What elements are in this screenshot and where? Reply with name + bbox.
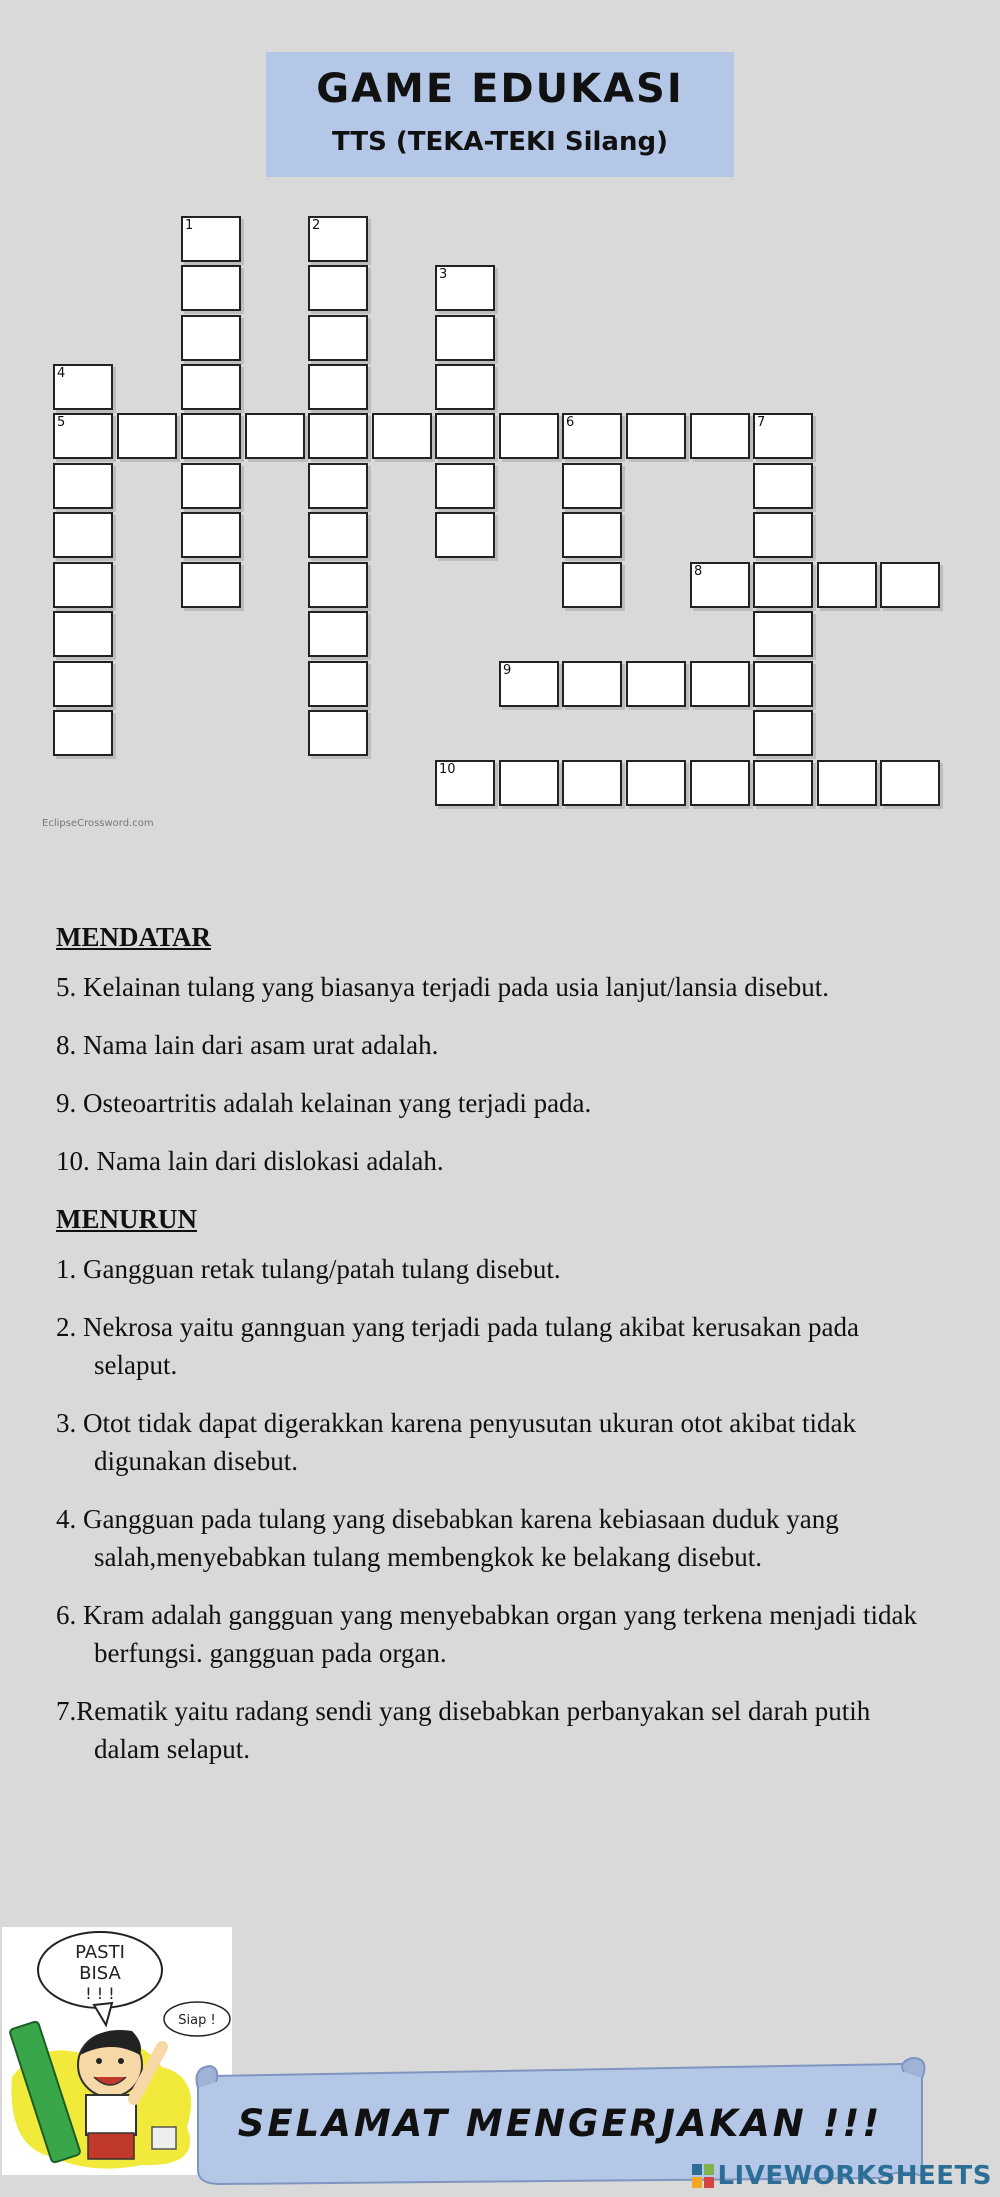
crossword-cell[interactable] xyxy=(308,512,368,558)
crossword-watermark: EclipseCrossword.com xyxy=(42,818,154,829)
crossword-cell[interactable] xyxy=(53,413,113,459)
clue-number: 9 xyxy=(503,663,512,678)
page-title: GAME EDUKASI xyxy=(316,66,684,112)
crossword-cell[interactable] xyxy=(753,611,813,657)
crossword-cell[interactable] xyxy=(753,661,813,707)
crossword-cell[interactable] xyxy=(753,710,813,756)
clue-number: 6 xyxy=(566,415,575,430)
crossword-cell[interactable] xyxy=(372,413,432,459)
crossword-cell[interactable] xyxy=(435,364,495,410)
crossword-cell[interactable] xyxy=(53,562,113,608)
crossword-cell[interactable] xyxy=(817,562,877,608)
crossword-cell[interactable] xyxy=(753,562,813,608)
crossword-cell[interactable] xyxy=(690,413,750,459)
brand-name: LIVEWORKSHEETS xyxy=(717,2161,992,2191)
crossword-cell[interactable] xyxy=(181,413,241,459)
crossword-cell[interactable] xyxy=(181,364,241,410)
crossword-cell[interactable] xyxy=(817,760,877,806)
crossword-cell[interactable] xyxy=(562,760,622,806)
clue-number: 5 xyxy=(57,415,66,430)
banner-text: SELAMAT MENGERJAKAN !!! xyxy=(237,2102,883,2145)
across-clue: 10. Nama lain dari dislokasi adalah. xyxy=(56,1146,444,1176)
down-clue: 3. Otot tidak dapat digerakkan karena penyusutan ukuran otot akibat tidak digunakan disebut. xyxy=(56,1408,857,1476)
crossword-cell[interactable] xyxy=(690,661,750,707)
crossword-cell[interactable] xyxy=(499,413,559,459)
crossword-cell[interactable] xyxy=(499,760,559,806)
crossword-cell[interactable] xyxy=(753,463,813,509)
clue-number: 2 xyxy=(312,218,321,233)
crossword-cell[interactable] xyxy=(753,512,813,558)
crossword-cell[interactable] xyxy=(562,512,622,558)
bubble-text: BISA xyxy=(79,1963,121,1984)
down-clue: 2. Nekrosa yaitu gannguan yang terjadi pada tulang akibat kerusakan pada selaput. xyxy=(56,1312,859,1380)
crossword-cell[interactable] xyxy=(753,413,813,459)
down-clue: 7.Rematik yaitu radang sendi yang disebabkan perbanyakan sel darah putih dalam selaput. xyxy=(56,1696,871,1764)
crossword-cell[interactable] xyxy=(880,760,940,806)
crossword-cell[interactable] xyxy=(435,760,495,806)
crossword-cell[interactable] xyxy=(626,413,686,459)
crossword-cell[interactable] xyxy=(308,661,368,707)
crossword-cell[interactable] xyxy=(245,413,305,459)
crossword-cell[interactable] xyxy=(308,710,368,756)
crossword-cell[interactable] xyxy=(435,512,495,558)
crossword-cell[interactable] xyxy=(626,661,686,707)
crossword-cell[interactable] xyxy=(308,611,368,657)
crossword-cell[interactable] xyxy=(181,216,241,262)
down-heading: MENURUN xyxy=(56,1204,197,1234)
crossword-cell[interactable] xyxy=(562,463,622,509)
crossword-cell[interactable] xyxy=(308,562,368,608)
crossword-cell[interactable] xyxy=(53,512,113,558)
crossword-cell[interactable] xyxy=(690,760,750,806)
crossword-cell[interactable] xyxy=(181,562,241,608)
crossword-cell[interactable] xyxy=(562,661,622,707)
crossword-cell[interactable] xyxy=(181,512,241,558)
crossword-cell[interactable] xyxy=(53,710,113,756)
crossword-cell[interactable] xyxy=(53,463,113,509)
liveworksheets-icon xyxy=(692,2164,714,2188)
crossword-grid xyxy=(0,0,1000,830)
crossword-cell[interactable] xyxy=(626,760,686,806)
clue-number: 3 xyxy=(439,267,448,282)
crossword-cell[interactable] xyxy=(53,661,113,707)
crossword-cell[interactable] xyxy=(308,463,368,509)
page-subtitle: TTS (TEKA-TEKI Silang) xyxy=(332,127,668,157)
across-heading: MENDATAR xyxy=(56,922,211,952)
clue-number: 8 xyxy=(694,564,703,579)
down-clue: 4. Gangguan pada tulang yang disebabkan karena kebiasaan duduk yang salah,menyebabkan tulang membengkok ke belakang disebut. xyxy=(56,1504,839,1572)
clue-number: 1 xyxy=(185,218,194,233)
clue-list xyxy=(56,918,936,1788)
crossword-cell[interactable] xyxy=(308,315,368,361)
liveworksheets-logo xyxy=(692,2161,992,2191)
crossword-cell[interactable] xyxy=(435,463,495,509)
clue-number: 7 xyxy=(757,415,766,430)
clue-number: 4 xyxy=(57,366,66,381)
down-clue: 1. Gangguan retak tulang/patah tulang disebut. xyxy=(56,1254,561,1284)
crossword-cell[interactable] xyxy=(499,661,559,707)
crossword-cell[interactable] xyxy=(562,562,622,608)
crossword-cell[interactable] xyxy=(308,265,368,311)
crossword-cell[interactable] xyxy=(690,562,750,608)
bubble-text: ! ! ! xyxy=(85,1984,115,2003)
bubble-text: PASTI xyxy=(75,1942,125,1963)
crossword-cell[interactable] xyxy=(435,265,495,311)
across-clue: 9. Osteoartritis adalah kelainan yang terjadi pada. xyxy=(56,1088,592,1118)
crossword-cell[interactable] xyxy=(53,611,113,657)
clue-number: 10 xyxy=(439,762,456,777)
crossword-cell[interactable] xyxy=(308,413,368,459)
crossword-cell[interactable] xyxy=(181,315,241,361)
crossword-cell[interactable] xyxy=(181,463,241,509)
down-clue: 6. Kram adalah gangguan yang menyebabkan organ yang terkena menjadi tidak berfungsi. gangguan pada organ. xyxy=(56,1600,917,1668)
crossword-cell[interactable] xyxy=(53,364,113,410)
crossword-cell[interactable] xyxy=(117,413,177,459)
across-clue: 8. Nama lain dari asam urat adalah. xyxy=(56,1030,439,1060)
crossword-cell[interactable] xyxy=(308,364,368,410)
crossword-cell[interactable] xyxy=(753,760,813,806)
across-clue: 5. Kelainan tulang yang biasanya terjadi pada usia lanjut/lansia disebut. xyxy=(56,972,830,1002)
crossword-cell[interactable] xyxy=(181,265,241,311)
crossword-cell[interactable] xyxy=(435,413,495,459)
small-bubble-text: Siap ! xyxy=(178,2013,216,2028)
crossword-cell[interactable] xyxy=(562,413,622,459)
crossword-cell[interactable] xyxy=(435,315,495,361)
crossword-cell[interactable] xyxy=(308,216,368,262)
crossword-cell[interactable] xyxy=(880,562,940,608)
